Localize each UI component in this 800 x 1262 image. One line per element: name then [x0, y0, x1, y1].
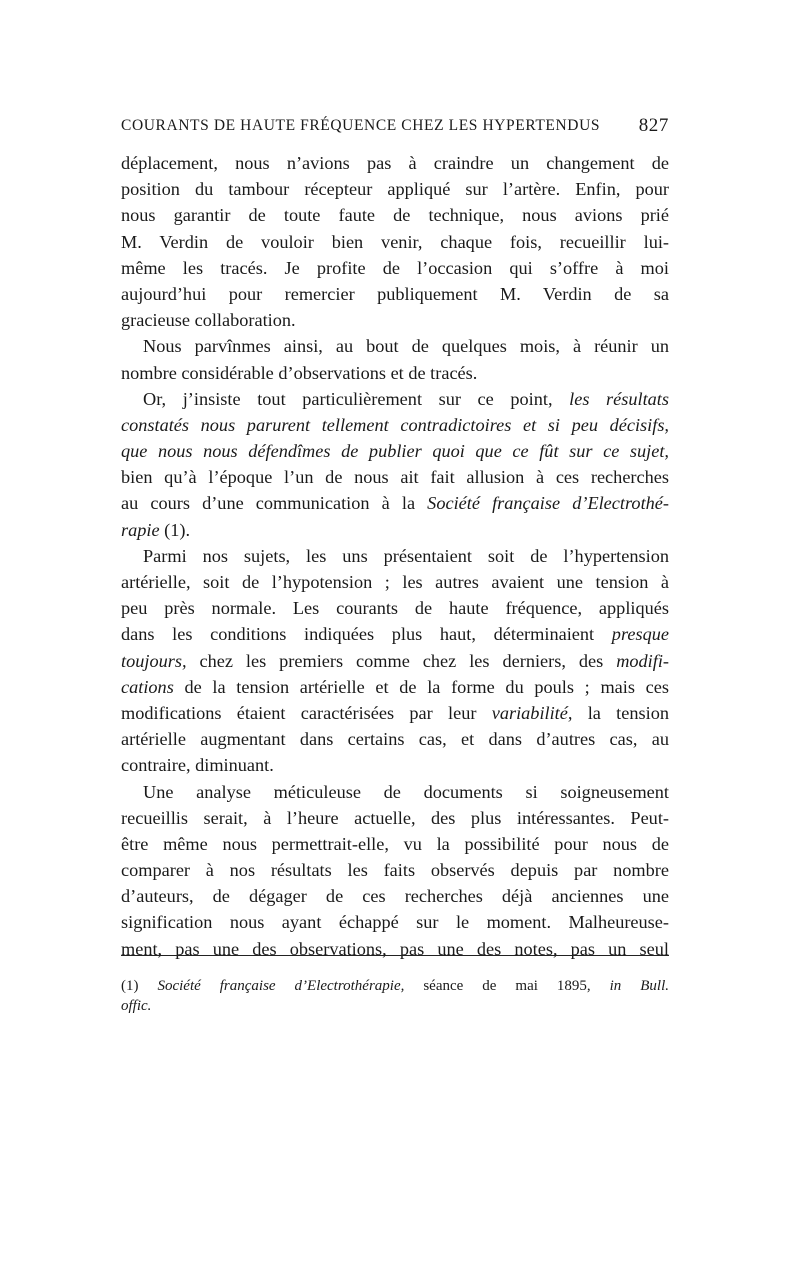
footnote — [121, 976, 669, 1016]
italic-text: cations — [121, 676, 174, 697]
text-line — [121, 517, 669, 543]
italic-text: Société française d’Electrothé- — [427, 493, 669, 514]
text-line — [121, 805, 669, 831]
text-segment: comparer à nos résultats les faits observés depuis par nombre — [121, 860, 669, 881]
text-line — [121, 229, 669, 255]
text-segment: au cours d’une communication à la — [121, 493, 428, 514]
text-segment: d’auteurs, de dégager de ces recherches déjà anciennes une — [121, 886, 669, 907]
text-line — [121, 909, 669, 935]
text-segment: gracieuse collaboration. — [121, 310, 296, 331]
text-segment: aujourd’hui pour remercier publiquement M. Verdin de sa — [121, 283, 669, 304]
text-line — [121, 412, 669, 438]
text-line — [121, 464, 669, 490]
text-segment: ment, pas une des observations, pas une des notes, pas un seul — [121, 938, 669, 959]
text-segment: recueillis serait, à l’heure actuelle, des plus intéressantes. Peut- — [121, 807, 669, 828]
text-line — [121, 936, 669, 962]
text-line — [121, 752, 669, 778]
italic-text: modifi- — [616, 650, 669, 671]
text-line — [121, 176, 669, 202]
text-line — [121, 726, 669, 752]
text-segment: Une analyse méticuleuse de documents si soigneusement — [143, 781, 669, 802]
italic-text: in Bull. — [609, 978, 669, 994]
text-segment: déplacement, nous n’avions pas à craindre un changement de — [121, 153, 669, 173]
text-line — [121, 857, 669, 883]
text-line — [121, 779, 669, 805]
text-segment: Parmi nos sujets, les uns présentaient soit de l’hypertension — [143, 545, 669, 566]
italic-text: offic. — [121, 998, 152, 1014]
text-segment: bien qu’à l’époque l’un de nous ait fait allusion à ces recherches — [121, 467, 669, 488]
text-line — [121, 438, 669, 464]
italic-text: variabilité, — [491, 702, 573, 723]
text-segment: même les tracés. Je profite de l’occasion qui s’offre à moi — [121, 257, 669, 278]
text-segment: (1) — [121, 978, 158, 994]
running-title: COURANTS DE HAUTE FRÉQUENCE CHEZ LES HYPERTENDUS — [121, 117, 601, 134]
text-line — [121, 307, 669, 333]
text-segment: nous garantir de toute faute de technique, nous avions prié — [121, 205, 669, 226]
text-segment: position du tambour récepteur appliqué sur l’artère. Enfin, pour — [121, 179, 669, 200]
body-text — [121, 150, 669, 962]
running-head — [121, 114, 669, 138]
italic-text: que nous nous défendîmes de publier quoi que ce fût sur ce sujet, — [121, 441, 669, 462]
text-segment: modifications étaient caractérisées par leur — [121, 702, 492, 723]
text-segment: la tension — [572, 702, 669, 723]
text-segment: contraire, diminuant. — [121, 755, 274, 776]
text-line — [121, 386, 669, 412]
text-line — [121, 333, 669, 359]
italic-text: toujours, — [121, 650, 187, 671]
text-line — [121, 281, 669, 307]
text-line — [121, 700, 669, 726]
text-line — [121, 150, 669, 176]
text-segment: Nous parvînmes ainsi, au bout de quelques mois, à réunir un — [143, 336, 669, 357]
text-line — [121, 595, 669, 621]
text-segment: dans les conditions indiquées plus haut, déterminaient — [121, 624, 612, 645]
text-line — [121, 360, 669, 386]
text-line — [121, 883, 669, 909]
text-line — [121, 202, 669, 228]
italic-text: Société française d’Electrothérapie, — [157, 978, 405, 994]
footnote-rule — [121, 955, 669, 956]
text-segment: être même nous permettrait-elle, vu la possibilité pour nous de — [121, 833, 669, 854]
page-number: 827 — [638, 115, 669, 136]
text-line — [121, 490, 669, 516]
text-line — [121, 648, 669, 674]
text-line — [121, 621, 669, 647]
text-segment: chez les premiers comme chez les derniers, des — [186, 650, 617, 671]
text-line — [121, 831, 669, 857]
italic-text: les résultats — [569, 388, 670, 409]
text-segment: (1). — [159, 519, 191, 540]
italic-text: presque — [611, 624, 669, 645]
text-segment: de la tension artérielle et de la forme du pouls ; mais ces — [173, 676, 669, 697]
text-segment: Or, j’insiste tout particulièrement sur ce point, — [143, 388, 570, 409]
text-line — [121, 996, 669, 1016]
text-segment: peu près normale. Les courants de haute fréquence, appliqués — [121, 598, 669, 619]
italic-text: rapie — [121, 519, 160, 540]
text-segment: nombre considérable d’observations et de tracés. — [121, 362, 478, 383]
text-segment: séance de mai 1895, — [404, 978, 610, 994]
text-line — [121, 674, 669, 700]
text-segment: signification nous ayant échappé sur le moment. Malheureuse- — [121, 912, 669, 933]
text-line — [121, 569, 669, 595]
text-line — [121, 976, 669, 996]
text-segment: artérielle, soit de l’hypotension ; les autres avaient une tension à — [121, 572, 669, 592]
italic-text: constatés nous parurent tellement contradictoires et si peu décisifs, — [121, 414, 669, 435]
text-line — [121, 543, 669, 569]
text-line — [121, 255, 669, 281]
text-segment: artérielle augmentant dans certains cas, et dans d’autres cas, au — [121, 729, 669, 750]
text-segment: M. Verdin de vouloir bien venir, chaque fois, recueillir lui- — [121, 231, 669, 252]
